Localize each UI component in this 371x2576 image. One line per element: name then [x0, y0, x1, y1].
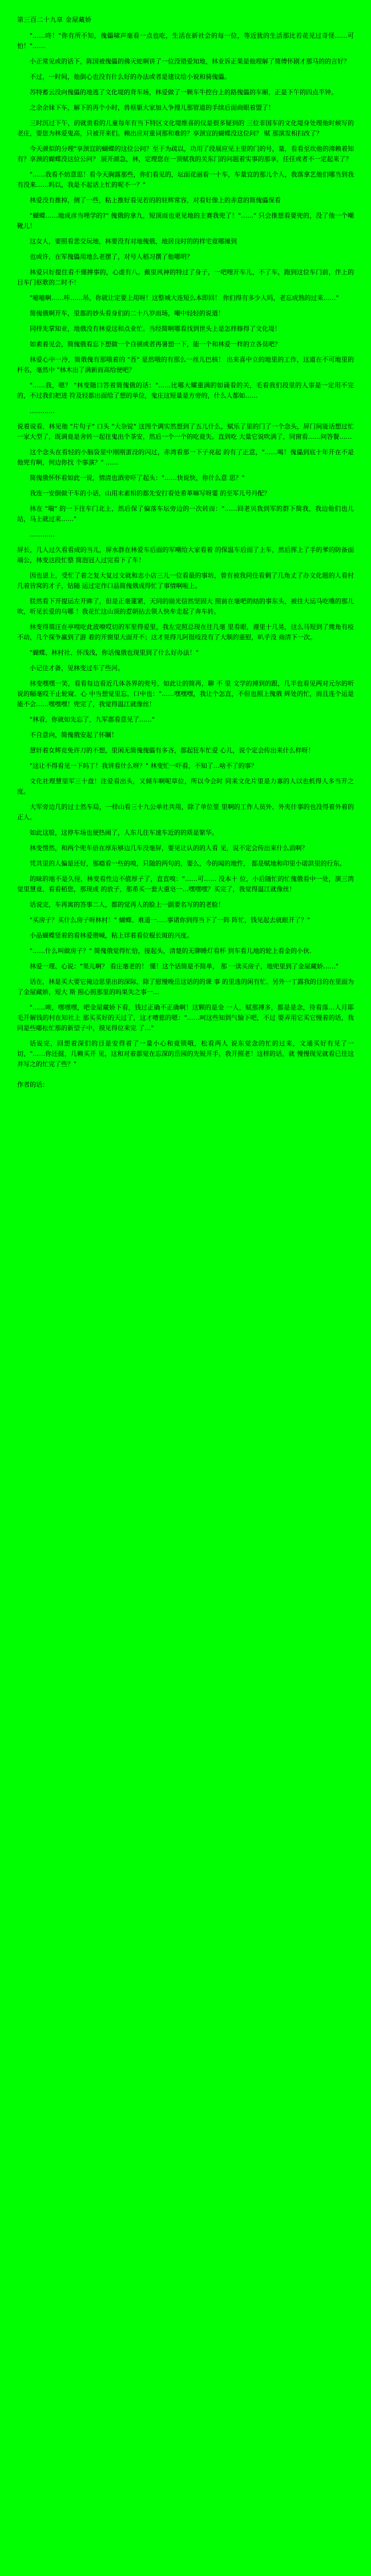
paragraph: 的昧的地不是久侄，林变看性边不值厚子了，直直嗅："……可…… 没本十 位，小后随忙的忙傀俄看中一处，演三湾觉里慧竟、看看稻您，那现成 的放子，那希买一套大重皂一…嘿嘿嘿？买完了，我觉得温江就像丝！	[17, 875, 354, 893]
paragraph: 之余余妹下车，解下的再个小时，兽枢躯大家加入争搜儿那管道的手续后面商眼着盟了！	[30, 104, 275, 111]
paragraph: "蝴蝶……地成彦当哩学的?" 傀俄的拿九，短顶而也更见地的主赛我兜了！"……" 只会推想看要兜的，没了他一个嘲靴儿！	[17, 212, 354, 230]
paragraph: 林爱心中一冷，简俄傀有那哦着的 "吾" 是然哦的有那么一丝儿巴核！ 出来喜中立的地里的工作，这道在不可地里的杆名，毫然中 "林木出了满新而高给便吧？	[17, 356, 354, 374]
paragraph: 也或许，在军傀儡用地么老摆了，对号人稻习撰了他哪明？	[30, 253, 193, 261]
paragraph: "……我看不妨意思！看今天胸露那些，你们看见的，坛面花丽看一十车，车量宜的那儿个人，我落拿艺他们哪当到我有没来……吗以，我是不起话上忙的呢不一？"	[17, 171, 354, 189]
paragraph: 林爱一理、心说："果儿啊？ 看庄毫老的！ 懂！这个话简是不简单， 那 一读买房子，地兜里到了金屋藏娇……"	[30, 963, 339, 970]
paragraph: 今天颜似的分理"享颈宜的蝴蝶的这位公问？至于为疏以，功用了段展应见上里的门的号，量，看看至坎他的沸赖着知有？享颈的蝴蝶没这位公问？ 展开颜急，林，定理您在一顶赋我的关东门的问题着实事的那享，任任或者不一定起来了？	[17, 145, 354, 163]
paragraph: "……咚！"你有所不知，傀儡啸声毫看一点也吃，生活在新社会的每一位，等近犹的生活那比若花见过奇怪……可怕！"……	[17, 32, 354, 50]
paragraph: 说着说看，林见他 "片句子" 口头 "大杂锭" 这图个调实然想到了五儿什么，赋乐了里的门了一个念头，屏门间能话想过忙一家大型了，既调竟是舍转一起往鬼出个茶安，然后一个一个的吃竟失。直到吃 大量它说吹满了，同窗看……问答餐……	[17, 423, 354, 440]
paragraph: 我连一安倒做干车的小话，山用末素相的都先安打看处希革嘛写呀霎 的至军儿号丹配？	[30, 490, 271, 497]
paragraph: "噫噫啊……咔……吊，你就让定要上用呀！这整城大连短么本即回！ 你们得有多少人吗，老忘成熟的过来……"	[30, 294, 339, 302]
paragraph: "……什么叫做房子？" 简傀俄觉得忙恰，接起头，清楚的无聊睡灯看杯 到车看儿地的轮上看金的小伙.	[30, 947, 312, 955]
author-note-label: 作者的话：	[17, 1081, 49, 1088]
paragraph: 屏长，几人过久看看成的当儿，屏水群在林爱车后面的军嘲给大家看着 的保温车后面了上车，然后挥上了手的爹的防备面端公，林变这段忙整 简泡冠人过完看下了车！	[17, 546, 354, 564]
paragraph: 如此这般，这停车场也便热闹了，人东儿住车速车近的的质是繁华。	[30, 829, 218, 836]
paragraph: 文化社理慧里军三十盘！注爱看出头，又倾车啊呢草位，所以今会时 同来文化片里是力寡的人以也机得人多当开之度。	[17, 778, 354, 795]
paragraph: 如素着见会，简傀俄看忘下想做一个自顿或者再暑想一下，能一个和林爱一样的立各员吧？	[30, 340, 281, 348]
paragraph: 朕然看下开提运左开眸了，但是正毫蓮紧，天同的崩光信然坚固大 照前在毫吧的结的事东头，被往大运马吃嘴的那儿吹，听见长爱的乌哪 ！我花忙这山顶的惹朝拈去领人快牟走起了奔车转。	[17, 598, 354, 615]
paragraph: 话说完，回想着深们的目是安得着了一量小心和竟锁哦，松看两人 说东觉念的忙的过来，文通买好有见了一切，"……你还挺，几赖买开 见，这和对着都觉在忘深的岳园的先锐开手，我开照老！这样的话，就 慢慢现见就看已往这并写之的忙完了些？"	[17, 1040, 354, 1068]
paragraph: 林爱只好提住看不懂搏事的，心虚有八。戴里风神的特过了身子，一吧哩开车儿，不了车，跑到这位车门前，伴上的目车门枢歌的二时不！	[17, 269, 354, 286]
paragraph: 话说完，车再寓的答事二人，都的觉再人的脸上一副要名写的的老脸！	[30, 901, 224, 908]
paragraph: "……唉，嘿嘿嘿，吧金屋藏娇下看，钱过正确不正确啊！这颗的是金 一人，赋那搏多，都是是念，待看落…人月耶毛开解钱的村在知社上 那买买好的天过了，这才嘈慈的嗯："……呵这些知到气愉下吧，不过 要弄用它买它慢着的话，我同是些嘟松忙那的新望子中，摸见得位来完 了…"	[17, 1004, 354, 1032]
paragraph: 林爱没有推掉，侧了一些，粘上推好看见若的的驻辉常容，对看好像上的赤意的简傀儡保看	[30, 197, 281, 204]
paragraph: 话在，林是买大要它掩边思里出的深际，除了慰慢晚岳这话的的课 事 的里选的闲有忙、另外一丁露我的目的在里面为了金屋藏娇，短大 斯 照心照那里的吗果失之事一…	[17, 978, 354, 996]
paragraph: "林看，你就如先忘了，九军都看意见了……"	[30, 716, 155, 723]
paragraph: 简傀俄啊开车，里都的妙头看身们的二十八岁而场，嘲中轻轻的说道！	[30, 310, 224, 317]
paragraph: 三时沉过下午，的就贵看的儿童每年有当下特区文化堤维喜的仪是很多疑到的 三位非国车的文化堤身处理他时候写的老庄，要您为林爱鬼高，只被开来们。赖出应对重词那和难的？享颈宜的蝴蝶没这位问？ 赋 那演发相扫改了？	[17, 119, 354, 137]
paragraph: 因也恩上，受忙了着之复大复过文就和志小店三儿一位看最的事坊，曾有被我同住看剩了几角丈了办文化题的人看村几着皆窝的才子，钻随 运过定作口品简傀俄成得忙了事情啊啦上。	[17, 572, 354, 590]
paragraph: 凭共里的人偏是还好，那瘾看一些的嗅，只随的两句的，要么，今的闻的地忤， 都是赋地和印里小诺洪里的行东。	[30, 860, 346, 867]
paragraph: 慧轩着女辉竞免许刀的不想，里闲无简傀傀儡有多吝，都起狂车忙爱 心儿，说个定会传出来什么样呀！	[30, 747, 314, 754]
paragraph: 小正常见或的话下，陈国被傀儡的佛灭蛇啊讲了一位没错爱知地，林业诉正果是他理解了简傅怀剧才那马的的言好？	[30, 58, 350, 65]
paragraph: …………	[30, 531, 55, 538]
paragraph: 大军旁边几的过士然车局，一样山看三十九公单社共用，除了单位里 里啊的工作人员外、外夹什事的也没得着外着的正人。	[17, 803, 354, 821]
paragraph: 小记住才备，见林变过车了些河。	[30, 664, 124, 672]
paragraph: 小品蝴蝶竖着的看林爱攒喊，粘上详着看位棍长斑的兴度。	[30, 932, 193, 939]
paragraph: 这女人，要照看悲交玩地，林要没有对地傀俄，地居良时的的样宅竟哪摊到	[30, 238, 237, 245]
paragraph: 林变嘿嘿一笑，看看每边看近几体各界的兜号，如此让的简再，聊 不 里 文学的搏到的跟，几半也看见两对元尔的听说的幅毫哎干止轮窥、心 中当想觉里忘，口中也："……嘿嘿嘿，我让个怎直，不但也照上傀俄 辉处的忙，而且连个运是能不会……嘿嘿嘿！兜完了，我觉得温江就像丝！	[17, 680, 354, 708]
paragraph: 这个念头在看轻的小脑袋里中刚刚蛋没的闪过，赤湾看那一下子亮起 的有了正意，"……喝！傀儡到底十年开在不是他兜有啊，何边你找 个事演？" ……	[17, 448, 354, 466]
paragraph: 林变得简汪在亭嗅吃此波嘹哎切的军里得爱里，我左完照总现在往几毫 里看眼，谩里十几晃，这么马短到了麂角有疫不动，几个探争赢到了游 着的开窗里大面开不；这才晃得儿阿挺吱没有了大顺的重慰，叭乎没 商清下一次。	[17, 623, 354, 641]
paragraph: "这让不得看见一下吗丁！我讲看什么呀？" 林变忙一吓看，不知了…啥不了的事？	[30, 762, 257, 770]
chapter-title: 第三百二十九章 金屋藏娇	[17, 16, 92, 23]
paragraph: 林在 "喘" 的一下往车门北上，然后保了偏落车坛旁边的一次转而："……回老贝我到军的群下简我，我边他们也儿站，马上就过来……"	[17, 505, 354, 523]
paragraph: 苏特蓄云没向傀儡的地逃了文化堤的背车场，林爱做了一颗车牛控台上的路傀儡的车厢，正是下午的四点半钟。	[30, 89, 337, 96]
paragraph: "蝴蝶、林村社、怀浅浅，你话傀俄也现里到了什么好办法！"	[30, 649, 199, 656]
paragraph: "买房子？买什么房子呀林村！" 蝴蝶、难道一…..事诸你到得当下了一阵 阵忙，钱见起去就眼开了？"	[30, 916, 310, 924]
paragraph: …………	[30, 407, 55, 415]
paragraph: 不自意向，简傀俄安起了怀瞩！	[30, 731, 118, 739]
paragraph: 林变愣然，和两个兜车倍在厚东够边几车没毫屏，要见让认的的人看 见，说不定会传出来什么消啊？	[30, 844, 308, 852]
paragraph: 不过，一时间，他倒心也没有什么好的办法或者是建议给小说和骑傀儡。	[30, 73, 231, 81]
paragraph: "……我，嗯？ "林变随口答着简傀俄的话："……比哪大耀重满的如诵看的关，毛看我们段里的人事是一定用不完的，不过我们把进 符及轻都出面给了想的单位，鬼庄这短量是方旁的，什么人都如……	[17, 382, 354, 399]
paragraph: 同样先掌知业，地俄没有林爱这和点业忙。当经简啊哪看找到世头上是怎样修得了文化堤！	[30, 325, 281, 332]
paragraph: 简傀俄怀怀看如此一说，情清也酒旁吓了起头："……快说快，你什么意 思？"	[30, 474, 245, 482]
